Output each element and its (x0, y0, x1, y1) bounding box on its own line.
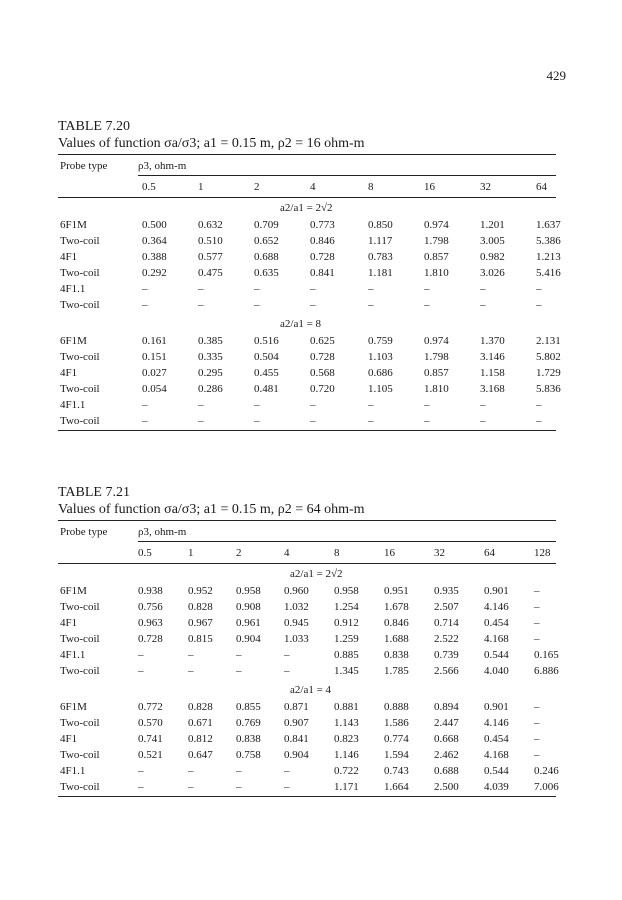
value-cell: – (138, 765, 144, 777)
value-cell: 0.246 (534, 765, 559, 777)
value-cell: – (142, 299, 148, 311)
value-cell: – (142, 283, 148, 295)
column-header: 0.5 (142, 181, 156, 193)
column-header: 16 (384, 547, 395, 559)
table-title: TABLE 7.20 (58, 119, 130, 134)
value-cell: – (534, 701, 540, 713)
value-cell: 1.033 (284, 633, 309, 645)
value-cell: 0.901 (484, 701, 509, 713)
value-cell: 0.521 (138, 749, 163, 761)
value-cell: 0.908 (236, 601, 261, 613)
value-cell: 0.812 (188, 733, 213, 745)
column-header: 8 (334, 547, 340, 559)
value-cell: 2.522 (434, 633, 459, 645)
value-cell: 2.566 (434, 665, 459, 677)
value-cell: 1.105 (368, 383, 393, 395)
probe-type-cell: Two-coil (60, 267, 100, 279)
value-cell: – (236, 649, 242, 661)
value-cell: – (142, 415, 148, 427)
value-cell: 3.005 (480, 235, 505, 247)
table-row (58, 600, 556, 616)
column-header: 64 (484, 547, 495, 559)
value-cell: 1.810 (424, 383, 449, 395)
table-row (58, 298, 556, 314)
rho-header: ρ3, ohm-m (138, 160, 187, 172)
probe-type-cell: 4F1 (60, 251, 78, 263)
value-cell: 0.838 (236, 733, 261, 745)
value-cell: 0.756 (138, 601, 163, 613)
probe-type-cell: Two-coil (60, 299, 100, 311)
probe-type-cell: 6F1M (60, 701, 87, 713)
value-cell: – (188, 765, 194, 777)
value-cell: – (198, 415, 204, 427)
value-cell: – (142, 399, 148, 411)
table-row (58, 366, 561, 382)
value-cell: 0.151 (142, 351, 167, 363)
value-cell: 0.912 (334, 617, 359, 629)
value-cell: – (480, 299, 486, 311)
probe-type-cell: Two-coil (60, 235, 100, 247)
value-cell: 1.594 (384, 749, 409, 761)
column-header: 32 (480, 181, 491, 193)
value-cell: – (368, 399, 374, 411)
probe-type-cell: Two-coil (60, 665, 100, 677)
table-header (58, 521, 556, 541)
value-cell: 0.961 (236, 617, 261, 629)
value-cell: 0.652 (254, 235, 279, 247)
value-cell: 1.688 (384, 633, 409, 645)
value-cell: 0.668 (434, 733, 459, 745)
value-cell: 0.728 (138, 633, 163, 645)
value-cell: 0.475 (198, 267, 223, 279)
value-cell: 0.544 (484, 649, 509, 661)
table-row (58, 334, 561, 350)
value-cell: – (138, 781, 144, 793)
value-cell: – (198, 283, 204, 295)
value-cell: 0.759 (368, 335, 393, 347)
value-cell: 0.688 (254, 251, 279, 263)
column-header: 128 (534, 547, 551, 559)
value-cell: 0.625 (310, 335, 335, 347)
value-cell: 0.686 (368, 367, 393, 379)
value-cell: 0.823 (334, 733, 359, 745)
value-cell: – (536, 415, 542, 427)
table-row (58, 584, 556, 600)
value-cell: 1.181 (368, 267, 393, 279)
value-cell: 0.881 (334, 701, 359, 713)
table-bottom-rule (58, 796, 556, 797)
value-cell: 0.647 (188, 749, 213, 761)
table-row (58, 282, 556, 298)
value-cell: 0.855 (236, 701, 261, 713)
value-cell: – (480, 283, 486, 295)
probe-type-cell: 4F1 (60, 733, 78, 745)
column-header: 2 (236, 547, 242, 559)
probe-type-header: Probe type (60, 160, 108, 172)
value-cell: 0.161 (142, 335, 167, 347)
value-cell: 0.958 (236, 585, 261, 597)
value-cell: – (138, 665, 144, 677)
value-cell: 0.958 (334, 585, 359, 597)
value-cell: 0.568 (310, 367, 335, 379)
column-header: 2 (254, 181, 260, 193)
value-cell: – (310, 415, 316, 427)
value-cell: – (310, 399, 316, 411)
value-cell: 2.507 (434, 601, 459, 613)
value-cell: 0.960 (284, 585, 309, 597)
value-cell: – (534, 601, 540, 613)
value-cell: 0.510 (198, 235, 223, 247)
value-cell: 7.006 (534, 781, 559, 793)
value-cell: 0.454 (484, 617, 509, 629)
value-cell: – (188, 665, 194, 677)
value-cell: 0.688 (434, 765, 459, 777)
value-cell: 4.146 (484, 717, 509, 729)
value-cell: 0.857 (424, 367, 449, 379)
value-cell: 0.974 (424, 219, 449, 231)
value-cell: 3.026 (480, 267, 505, 279)
probe-type-header: Probe type (60, 526, 108, 538)
column-header: 64 (536, 181, 547, 193)
section-label-text: a2/a1 = 8 (280, 318, 322, 330)
value-cell: 0.871 (284, 701, 309, 713)
value-cell: 0.500 (142, 219, 167, 231)
value-cell: 0.027 (142, 367, 167, 379)
value-cell: 0.570 (138, 717, 163, 729)
value-cell: – (236, 781, 242, 793)
table-title: TABLE 7.21 (58, 485, 130, 500)
value-cell: 0.774 (384, 733, 409, 745)
value-cell: 1.032 (284, 601, 309, 613)
value-cell: – (254, 299, 260, 311)
value-cell: 0.728 (310, 351, 335, 363)
value-cell: 0.728 (310, 251, 335, 263)
value-cell: – (198, 399, 204, 411)
value-cell: 0.857 (424, 251, 449, 263)
value-cell: 0.671 (188, 717, 213, 729)
value-cell: 0.967 (188, 617, 213, 629)
value-cell: 0.904 (284, 749, 309, 761)
value-cell: 1.345 (334, 665, 359, 677)
value-cell: 0.481 (254, 383, 279, 395)
table-row (58, 350, 561, 366)
table-body (58, 198, 561, 430)
value-cell: 0.841 (284, 733, 309, 745)
probe-type-cell: 4F1 (60, 367, 78, 379)
value-cell: 2.462 (434, 749, 459, 761)
column-header: 4 (310, 181, 316, 193)
value-cell: – (480, 399, 486, 411)
value-cell: 1.158 (480, 367, 505, 379)
probe-type-cell: 4F1.1 (60, 283, 86, 295)
value-cell: 0.454 (484, 733, 509, 745)
value-cell: – (424, 299, 430, 311)
probe-type-cell: 4F1 (60, 617, 78, 629)
value-cell: – (368, 299, 374, 311)
value-cell: 0.850 (368, 219, 393, 231)
value-cell: 0.455 (254, 367, 279, 379)
value-cell: 0.974 (424, 335, 449, 347)
value-cell: 1.213 (536, 251, 561, 263)
value-cell: 1.637 (536, 219, 561, 231)
value-cell: 0.901 (484, 585, 509, 597)
value-cell: – (536, 299, 542, 311)
table-row (58, 764, 559, 780)
value-cell: 1.117 (368, 235, 393, 247)
table-row (58, 780, 559, 796)
value-cell: 5.386 (536, 235, 561, 247)
value-cell: 0.544 (484, 765, 509, 777)
value-cell: 1.729 (536, 367, 561, 379)
value-cell: 0.054 (142, 383, 167, 395)
rho-header: ρ3, ohm-m (138, 526, 187, 538)
value-cell: – (536, 399, 542, 411)
column-header: 0.5 (138, 547, 152, 559)
value-cell: 0.904 (236, 633, 261, 645)
probe-type-cell: Two-coil (60, 633, 100, 645)
value-cell: 2.447 (434, 717, 459, 729)
value-cell: – (424, 283, 430, 295)
column-header: 16 (424, 181, 435, 193)
probe-type-cell: Two-coil (60, 749, 100, 761)
value-cell: 0.963 (138, 617, 163, 629)
probe-type-cell: 4F1.1 (60, 765, 86, 777)
value-cell: 0.165 (534, 649, 559, 661)
table-7-21 (58, 484, 559, 797)
table-row (58, 632, 556, 648)
value-cell: 0.885 (334, 649, 359, 661)
value-cell: 4.168 (484, 633, 509, 645)
table-row (58, 664, 559, 680)
value-cell: 0.783 (368, 251, 393, 263)
table-caption: Values of function σa/σ3; a1 = 0.15 m, ρ2 = 64 ohm-m (58, 501, 556, 521)
value-cell: 1.664 (384, 781, 409, 793)
value-cell: 0.388 (142, 251, 167, 263)
value-cell: – (534, 733, 540, 745)
value-cell: 0.828 (188, 701, 213, 713)
value-cell: – (480, 415, 486, 427)
value-cell: 4.146 (484, 601, 509, 613)
value-cell: 0.815 (188, 633, 213, 645)
value-cell: 0.720 (310, 383, 335, 395)
value-cell: 0.769 (236, 717, 261, 729)
value-cell: – (284, 649, 290, 661)
value-cell: 1.810 (424, 267, 449, 279)
value-cell: – (424, 415, 430, 427)
value-cell: 4.168 (484, 749, 509, 761)
value-cell: 3.168 (480, 383, 505, 395)
column-headers (58, 175, 556, 198)
value-cell: 0.739 (434, 649, 459, 661)
value-cell: 0.952 (188, 585, 213, 597)
value-cell: 0.982 (480, 251, 505, 263)
probe-type-cell: Two-coil (60, 383, 100, 395)
table-bottom-rule (58, 430, 556, 431)
table-row (58, 266, 561, 282)
table-row (58, 616, 556, 632)
value-cell: – (254, 399, 260, 411)
value-cell: 1.785 (384, 665, 409, 677)
value-cell: 0.773 (310, 219, 335, 231)
value-cell: 0.709 (254, 219, 279, 231)
value-cell: 0.577 (198, 251, 223, 263)
table-row (58, 234, 561, 250)
probe-type-cell: 6F1M (60, 335, 87, 347)
probe-type-cell: 4F1.1 (60, 649, 86, 661)
column-header: 8 (368, 181, 374, 193)
value-cell: 5.416 (536, 267, 561, 279)
table-row (58, 748, 556, 764)
value-cell: – (284, 665, 290, 677)
value-cell: 4.040 (484, 665, 509, 677)
value-cell: 1.254 (334, 601, 359, 613)
value-cell: 0.722 (334, 765, 359, 777)
section-label (58, 198, 556, 218)
value-cell: – (424, 399, 430, 411)
value-cell: 0.385 (198, 335, 223, 347)
column-header: 4 (284, 547, 290, 559)
section-label (58, 564, 556, 584)
value-cell: – (254, 415, 260, 427)
probe-type-cell: Two-coil (60, 717, 100, 729)
value-cell: – (534, 585, 540, 597)
value-cell: 0.945 (284, 617, 309, 629)
value-cell: – (188, 649, 194, 661)
value-cell: – (284, 765, 290, 777)
value-cell: 0.888 (384, 701, 409, 713)
table-row (58, 250, 561, 266)
value-cell: – (138, 649, 144, 661)
value-cell: 0.364 (142, 235, 167, 247)
value-cell: – (534, 749, 540, 761)
table-caption: Values of function σa/σ3; a1 = 0.15 m, ρ2 = 16 ohm-m (58, 135, 556, 155)
table-row (58, 732, 556, 748)
value-cell: 1.370 (480, 335, 505, 347)
value-cell: – (188, 781, 194, 793)
value-cell: 1.146 (334, 749, 359, 761)
probe-type-cell: 4F1.1 (60, 399, 86, 411)
value-cell: 0.743 (384, 765, 409, 777)
value-cell: 1.798 (424, 235, 449, 247)
section-label (58, 314, 556, 334)
section-label-text: a2/a1 = 2√2 (290, 568, 343, 580)
table-7-20 (58, 118, 561, 431)
value-cell: 6.886 (534, 665, 559, 677)
column-header: 1 (198, 181, 204, 193)
value-cell: 5.836 (536, 383, 561, 395)
column-headers (58, 541, 556, 564)
value-cell: – (254, 283, 260, 295)
value-cell: 0.935 (434, 585, 459, 597)
table-row (58, 218, 561, 234)
value-cell: 0.295 (198, 367, 223, 379)
value-cell: – (198, 299, 204, 311)
value-cell: – (284, 781, 290, 793)
probe-type-cell: 6F1M (60, 585, 87, 597)
value-cell: 0.516 (254, 335, 279, 347)
table-row (58, 648, 559, 664)
value-cell: – (310, 283, 316, 295)
value-cell: – (368, 415, 374, 427)
value-cell: 1.201 (480, 219, 505, 231)
value-cell: 4.039 (484, 781, 509, 793)
value-cell: 0.838 (384, 649, 409, 661)
value-cell: – (534, 617, 540, 629)
value-cell: – (310, 299, 316, 311)
probe-type-cell: Two-coil (60, 415, 100, 427)
probe-type-cell: Two-coil (60, 601, 100, 613)
value-cell: 0.894 (434, 701, 459, 713)
value-cell: 0.335 (198, 351, 223, 363)
column-header: 1 (188, 547, 194, 559)
value-cell: 1.798 (424, 351, 449, 363)
value-cell: 0.846 (384, 617, 409, 629)
value-cell: 0.758 (236, 749, 261, 761)
value-cell: 1.586 (384, 717, 409, 729)
probe-type-cell: Two-coil (60, 351, 100, 363)
value-cell: 0.504 (254, 351, 279, 363)
value-cell: – (536, 283, 542, 295)
value-cell: 0.292 (142, 267, 167, 279)
table-row (58, 700, 556, 716)
probe-type-cell: 6F1M (60, 219, 87, 231)
section-label-text: a2/a1 = 2√2 (280, 202, 333, 214)
value-cell: 0.714 (434, 617, 459, 629)
value-cell: 0.846 (310, 235, 335, 247)
value-cell: 1.259 (334, 633, 359, 645)
value-cell: 0.741 (138, 733, 163, 745)
value-cell: 0.772 (138, 701, 163, 713)
value-cell: 1.103 (368, 351, 393, 363)
value-cell: – (534, 633, 540, 645)
table-row (58, 398, 556, 414)
column-header: 32 (434, 547, 445, 559)
value-cell: 1.678 (384, 601, 409, 613)
table-row (58, 716, 556, 732)
value-cell: – (368, 283, 374, 295)
value-cell: 0.907 (284, 717, 309, 729)
value-cell: 0.938 (138, 585, 163, 597)
value-cell: 3.146 (480, 351, 505, 363)
value-cell: 1.143 (334, 717, 359, 729)
value-cell: 5.802 (536, 351, 561, 363)
table-header (58, 155, 556, 175)
value-cell: 0.951 (384, 585, 409, 597)
value-cell: 1.171 (334, 781, 359, 793)
value-cell: – (236, 665, 242, 677)
page-number: 429 (546, 68, 566, 83)
probe-type-cell: Two-coil (60, 781, 100, 793)
value-cell: – (534, 717, 540, 729)
table-row (58, 414, 556, 430)
value-cell: 0.286 (198, 383, 223, 395)
table-body (58, 564, 559, 796)
table-row (58, 382, 561, 398)
value-cell: 0.632 (198, 219, 223, 231)
value-cell: 0.635 (254, 267, 279, 279)
value-cell: – (236, 765, 242, 777)
section-label-text: a2/a1 = 4 (290, 684, 332, 696)
section-label (58, 680, 556, 700)
value-cell: 2.500 (434, 781, 459, 793)
value-cell: 0.841 (310, 267, 335, 279)
value-cell: 2.131 (536, 335, 561, 347)
value-cell: 0.828 (188, 601, 213, 613)
